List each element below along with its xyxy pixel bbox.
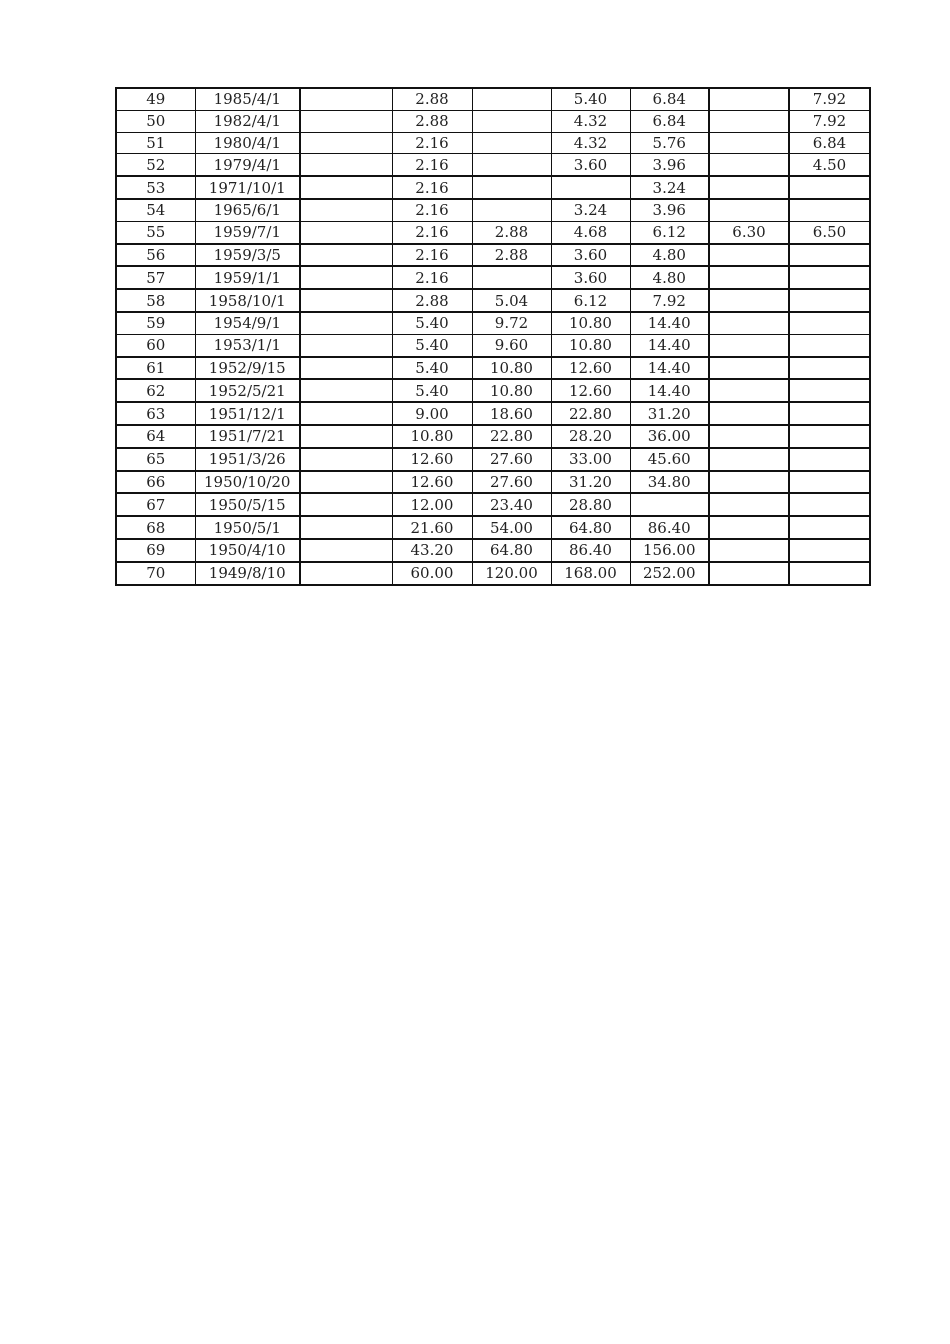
row-number-cell: 64 — [116, 425, 195, 448]
date-cell: 1980/4/1 — [195, 132, 300, 154]
rate-col-2-cell: 2.88 — [472, 221, 551, 243]
rate-col-4-cell: 7.92 — [630, 289, 709, 312]
blank-cell — [300, 199, 392, 221]
rate-col-3-cell: 5.40 — [551, 88, 630, 110]
blank-cell — [300, 289, 392, 312]
rate-col-6-cell — [789, 334, 870, 356]
rate-col-5-cell — [709, 562, 789, 585]
row-number-cell: 61 — [116, 357, 195, 380]
date-cell: 1951/7/21 — [195, 425, 300, 448]
rate-col-5-cell — [709, 132, 789, 154]
date-cell: 1982/4/1 — [195, 110, 300, 132]
rate-col-3-cell: 12.60 — [551, 379, 630, 402]
table-row — [116, 539, 870, 562]
date-cell: 1949/8/10 — [195, 562, 300, 585]
rate-col-2-cell: 54.00 — [472, 516, 551, 539]
rate-col-2-cell: 23.40 — [472, 493, 551, 516]
rate-col-1-cell: 5.40 — [392, 357, 472, 380]
rate-col-2-cell: 27.60 — [472, 448, 551, 471]
rate-col-6-cell: 6.84 — [789, 132, 870, 154]
rate-col-4-cell: 14.40 — [630, 312, 709, 334]
row-number-cell: 63 — [116, 402, 195, 425]
row-number-cell: 65 — [116, 448, 195, 471]
row-number-cell: 66 — [116, 471, 195, 494]
rate-col-3-cell: 168.00 — [551, 562, 630, 585]
rate-col-1-cell: 2.16 — [392, 132, 472, 154]
rate-col-2-cell — [472, 132, 551, 154]
table-row — [116, 110, 870, 132]
blank-cell — [300, 132, 392, 154]
rate-col-2-cell: 18.60 — [472, 402, 551, 425]
rate-col-2-cell: 2.88 — [472, 244, 551, 267]
rate-col-3-cell: 64.80 — [551, 516, 630, 539]
rate-col-2-cell: 27.60 — [472, 471, 551, 494]
table-row — [116, 221, 870, 243]
table-row — [116, 289, 870, 312]
rate-col-1-cell: 2.16 — [392, 199, 472, 221]
date-cell: 1959/3/5 — [195, 244, 300, 267]
rate-col-2-cell: 9.60 — [472, 334, 551, 356]
rate-col-3-cell: 28.80 — [551, 493, 630, 516]
row-number-cell: 59 — [116, 312, 195, 334]
blank-cell — [300, 402, 392, 425]
rate-col-3-cell: 4.68 — [551, 221, 630, 243]
rate-col-5-cell — [709, 539, 789, 562]
rate-col-2-cell: 64.80 — [472, 539, 551, 562]
rate-col-2-cell: 9.72 — [472, 312, 551, 334]
rate-col-2-cell: 120.00 — [472, 562, 551, 585]
rate-col-6-cell — [789, 289, 870, 312]
rate-col-4-cell: 31.20 — [630, 402, 709, 425]
rate-col-6-cell — [789, 402, 870, 425]
rate-col-1-cell: 12.60 — [392, 471, 472, 494]
rate-col-5-cell — [709, 176, 789, 199]
table-row — [116, 516, 870, 539]
rate-col-4-cell: 4.80 — [630, 266, 709, 289]
blank-cell — [300, 110, 392, 132]
rate-col-4-cell — [630, 493, 709, 516]
rate-col-1-cell: 12.60 — [392, 448, 472, 471]
rate-col-4-cell: 14.40 — [630, 379, 709, 402]
rate-col-2-cell — [472, 266, 551, 289]
table-row — [116, 312, 870, 334]
blank-cell — [300, 379, 392, 402]
blank-cell — [300, 334, 392, 356]
rate-col-6-cell: 7.92 — [789, 88, 870, 110]
rate-col-1-cell: 2.16 — [392, 154, 472, 176]
rate-col-1-cell: 2.88 — [392, 110, 472, 132]
date-cell: 1950/5/1 — [195, 516, 300, 539]
table-row — [116, 88, 870, 110]
row-number-cell: 67 — [116, 493, 195, 516]
table-row — [116, 176, 870, 199]
date-cell: 1950/5/15 — [195, 493, 300, 516]
rate-col-6-cell — [789, 266, 870, 289]
rate-col-3-cell — [551, 176, 630, 199]
rate-col-5-cell — [709, 154, 789, 176]
date-cell: 1959/7/1 — [195, 221, 300, 243]
rate-col-3-cell: 3.60 — [551, 266, 630, 289]
rate-col-6-cell: 4.50 — [789, 154, 870, 176]
rate-col-6-cell — [789, 357, 870, 380]
date-cell: 1959/1/1 — [195, 266, 300, 289]
rate-col-1-cell: 5.40 — [392, 312, 472, 334]
blank-cell — [300, 493, 392, 516]
rate-col-3-cell: 3.60 — [551, 244, 630, 267]
rate-col-5-cell — [709, 289, 789, 312]
row-number-cell: 50 — [116, 110, 195, 132]
rate-col-5-cell — [709, 402, 789, 425]
rate-col-1-cell: 2.88 — [392, 88, 472, 110]
rate-col-5-cell — [709, 425, 789, 448]
rate-col-4-cell: 252.00 — [630, 562, 709, 585]
rate-col-5-cell — [709, 244, 789, 267]
row-number-cell: 60 — [116, 334, 195, 356]
rate-col-2-cell: 10.80 — [472, 379, 551, 402]
rate-col-5-cell — [709, 88, 789, 110]
interest-rate-table — [115, 87, 871, 586]
rate-col-3-cell: 28.20 — [551, 425, 630, 448]
rate-col-4-cell: 4.80 — [630, 244, 709, 267]
row-number-cell: 56 — [116, 244, 195, 267]
rate-col-4-cell: 14.40 — [630, 334, 709, 356]
rate-col-6-cell: 6.50 — [789, 221, 870, 243]
rate-col-5-cell — [709, 110, 789, 132]
rate-col-6-cell — [789, 471, 870, 494]
table-row — [116, 562, 870, 585]
rate-col-2-cell — [472, 110, 551, 132]
blank-cell — [300, 266, 392, 289]
rate-col-3-cell: 33.00 — [551, 448, 630, 471]
rate-col-4-cell: 36.00 — [630, 425, 709, 448]
rate-col-2-cell — [472, 154, 551, 176]
blank-cell — [300, 221, 392, 243]
table-row — [116, 379, 870, 402]
row-number-cell: 57 — [116, 266, 195, 289]
rate-col-1-cell: 2.88 — [392, 289, 472, 312]
blank-cell — [300, 357, 392, 380]
rate-col-5-cell — [709, 357, 789, 380]
rate-col-1-cell: 9.00 — [392, 402, 472, 425]
rate-col-4-cell: 86.40 — [630, 516, 709, 539]
table-row — [116, 471, 870, 494]
rate-col-2-cell — [472, 199, 551, 221]
rate-col-5-cell — [709, 266, 789, 289]
blank-cell — [300, 448, 392, 471]
blank-cell — [300, 312, 392, 334]
rate-col-1-cell: 2.16 — [392, 221, 472, 243]
rate-col-3-cell: 86.40 — [551, 539, 630, 562]
table-row — [116, 493, 870, 516]
rate-col-2-cell: 22.80 — [472, 425, 551, 448]
rate-col-3-cell: 22.80 — [551, 402, 630, 425]
table-row — [116, 266, 870, 289]
rate-col-3-cell: 3.24 — [551, 199, 630, 221]
rate-col-1-cell: 2.16 — [392, 244, 472, 267]
table-row — [116, 334, 870, 356]
date-cell: 1958/10/1 — [195, 289, 300, 312]
rate-col-5-cell — [709, 312, 789, 334]
date-cell: 1952/9/15 — [195, 357, 300, 380]
rate-col-2-cell — [472, 176, 551, 199]
rate-col-3-cell: 10.80 — [551, 334, 630, 356]
date-cell: 1971/10/1 — [195, 176, 300, 199]
date-cell: 1953/1/1 — [195, 334, 300, 356]
rate-col-1-cell: 5.40 — [392, 334, 472, 356]
rate-col-6-cell — [789, 199, 870, 221]
date-cell: 1951/3/26 — [195, 448, 300, 471]
date-cell: 1954/9/1 — [195, 312, 300, 334]
rate-col-5-cell — [709, 493, 789, 516]
rate-col-6-cell — [789, 448, 870, 471]
blank-cell — [300, 516, 392, 539]
rate-col-5-cell — [709, 448, 789, 471]
rate-col-4-cell: 6.12 — [630, 221, 709, 243]
rate-col-3-cell: 3.60 — [551, 154, 630, 176]
row-number-cell: 68 — [116, 516, 195, 539]
rate-col-6-cell — [789, 176, 870, 199]
rate-col-6-cell — [789, 312, 870, 334]
rate-col-5-cell — [709, 471, 789, 494]
rate-col-6-cell — [789, 379, 870, 402]
row-number-cell: 51 — [116, 132, 195, 154]
rate-col-5-cell — [709, 334, 789, 356]
blank-cell — [300, 88, 392, 110]
blank-cell — [300, 539, 392, 562]
rate-col-4-cell: 5.76 — [630, 132, 709, 154]
rate-col-3-cell: 31.20 — [551, 471, 630, 494]
rate-col-6-cell — [789, 244, 870, 267]
blank-cell — [300, 176, 392, 199]
rate-col-6-cell — [789, 516, 870, 539]
row-number-cell: 69 — [116, 539, 195, 562]
rate-col-1-cell: 5.40 — [392, 379, 472, 402]
date-cell: 1965/6/1 — [195, 199, 300, 221]
rate-col-2-cell: 10.80 — [472, 357, 551, 380]
rate-col-3-cell: 12.60 — [551, 357, 630, 380]
table-row — [116, 244, 870, 267]
rate-col-4-cell: 45.60 — [630, 448, 709, 471]
date-cell: 1979/4/1 — [195, 154, 300, 176]
row-number-cell: 49 — [116, 88, 195, 110]
rate-col-6-cell — [789, 539, 870, 562]
blank-cell — [300, 425, 392, 448]
rate-col-1-cell: 12.00 — [392, 493, 472, 516]
rate-col-3-cell: 10.80 — [551, 312, 630, 334]
rate-col-4-cell: 34.80 — [630, 471, 709, 494]
row-number-cell: 53 — [116, 176, 195, 199]
rate-col-3-cell: 6.12 — [551, 289, 630, 312]
table-row — [116, 357, 870, 380]
rate-col-6-cell: 7.92 — [789, 110, 870, 132]
row-number-cell: 58 — [116, 289, 195, 312]
rate-col-4-cell: 14.40 — [630, 357, 709, 380]
table-row — [116, 132, 870, 154]
rate-col-1-cell: 2.16 — [392, 266, 472, 289]
table-row — [116, 425, 870, 448]
rate-col-1-cell: 21.60 — [392, 516, 472, 539]
table-row — [116, 199, 870, 221]
blank-cell — [300, 154, 392, 176]
blank-cell — [300, 562, 392, 585]
table-row — [116, 154, 870, 176]
table-row — [116, 448, 870, 471]
date-cell: 1950/10/20 — [195, 471, 300, 494]
rate-col-6-cell — [789, 425, 870, 448]
row-number-cell: 62 — [116, 379, 195, 402]
row-number-cell: 54 — [116, 199, 195, 221]
row-number-cell: 55 — [116, 221, 195, 243]
rate-col-6-cell — [789, 562, 870, 585]
blank-cell — [300, 244, 392, 267]
rate-col-5-cell — [709, 199, 789, 221]
date-cell: 1952/5/21 — [195, 379, 300, 402]
rate-col-4-cell: 6.84 — [630, 110, 709, 132]
rate-col-2-cell — [472, 88, 551, 110]
rate-col-5-cell: 6.30 — [709, 221, 789, 243]
rate-col-1-cell: 43.20 — [392, 539, 472, 562]
rate-col-4-cell: 6.84 — [630, 88, 709, 110]
blank-cell — [300, 471, 392, 494]
rate-col-3-cell: 4.32 — [551, 110, 630, 132]
rate-col-2-cell: 5.04 — [472, 289, 551, 312]
rate-col-1-cell: 10.80 — [392, 425, 472, 448]
date-cell: 1950/4/10 — [195, 539, 300, 562]
rate-col-4-cell: 156.00 — [630, 539, 709, 562]
rate-col-3-cell: 4.32 — [551, 132, 630, 154]
rate-col-1-cell: 60.00 — [392, 562, 472, 585]
rate-col-6-cell — [789, 493, 870, 516]
table-body — [116, 88, 870, 585]
rate-col-4-cell: 3.24 — [630, 176, 709, 199]
rate-col-4-cell: 3.96 — [630, 199, 709, 221]
date-cell: 1951/12/1 — [195, 402, 300, 425]
rate-col-4-cell: 3.96 — [630, 154, 709, 176]
rate-col-1-cell: 2.16 — [392, 176, 472, 199]
row-number-cell: 70 — [116, 562, 195, 585]
table-row — [116, 402, 870, 425]
date-cell: 1985/4/1 — [195, 88, 300, 110]
rate-col-5-cell — [709, 379, 789, 402]
row-number-cell: 52 — [116, 154, 195, 176]
rate-col-5-cell — [709, 516, 789, 539]
